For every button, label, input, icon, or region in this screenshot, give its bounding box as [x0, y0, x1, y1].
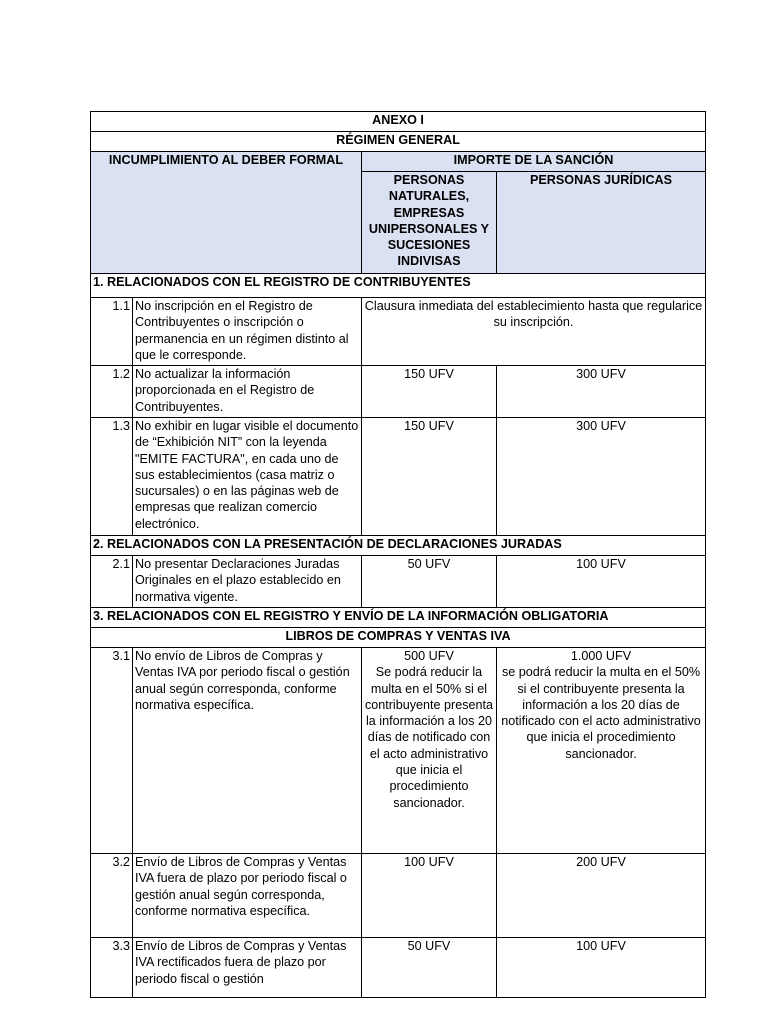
row-sanction-naturales: 50 UFV: [362, 556, 497, 608]
row-sanction-naturales: [362, 648, 497, 854]
annex-title: ANEXO I: [91, 112, 706, 132]
subsection-row: [91, 628, 706, 648]
row-description: No presentar Declaraciones Juradas Originales en el plazo establecido en normativa vigente.: [133, 556, 362, 608]
section-3-title: 3. RELACIONADOS CON EL REGISTRO Y ENVÍO DE LA INFORMACIÓN OBLIGATORIA: [91, 608, 706, 628]
title-row: [91, 112, 706, 132]
table-row: [91, 648, 706, 854]
table-row: [91, 418, 706, 536]
row-number: 2.1: [91, 556, 133, 608]
row-sanction-juridicas: 100 UFV: [497, 938, 706, 998]
sanction-amount: 1.000 UFV: [570, 649, 632, 663]
row-number: 1.1: [91, 298, 133, 366]
row-description: Envío de Libros de Compras y Ventas IVA rectificados fuera de plazo por periodo fiscal o gestión: [133, 938, 362, 998]
row-sanction-merged: Clausura inmediata del establecimiento hasta que regularice su inscripción.: [362, 298, 706, 366]
row-sanction-naturales: 150 UFV: [362, 418, 497, 536]
table-row: [91, 366, 706, 418]
row-sanction-naturales: 150 UFV: [362, 366, 497, 418]
table-row: [91, 854, 706, 938]
regime-row: [91, 132, 706, 152]
header-personas-juridicas: PERSONAS JURÍDICAS: [497, 172, 706, 274]
section-row: [91, 274, 706, 298]
section-1-title: 1. RELACIONADOS CON EL REGISTRO DE CONTRIBUYENTES: [91, 274, 706, 298]
header-incumplimiento: INCUMPLIMIENTO AL DEBER FORMAL: [91, 152, 362, 274]
section-row: [91, 536, 706, 556]
row-number: 3.3: [91, 938, 133, 998]
sanction-note: se podrá reducir la multa en el 50% si el contribuyente presenta la información a los 20 días de notificado con el acto administrativo que inicia el procedimiento sancionador.: [501, 665, 701, 761]
section-row: [91, 608, 706, 628]
table-row: [91, 556, 706, 608]
section-3-subtitle: LIBROS DE COMPRAS Y VENTAS IVA: [91, 628, 706, 648]
header-sanction-group: IMPORTE DE LA SANCIÓN: [362, 152, 706, 172]
row-description: No inscripción en el Registro de Contribuyentes o inscripción o permanencia en un régimen distinto al que le corresponde.: [133, 298, 362, 366]
row-sanction-juridicas: 300 UFV: [497, 366, 706, 418]
row-sanction-juridicas: 100 UFV: [497, 556, 706, 608]
section-2-title: 2. RELACIONADOS CON LA PRESENTACIÓN DE DECLARACIONES JURADAS: [91, 536, 706, 556]
row-number: 3.2: [91, 854, 133, 938]
header-row-1: [91, 152, 706, 172]
row-sanction-juridicas: [497, 648, 706, 854]
row-description: No envío de Libros de Compras y Ventas IVA por periodo fiscal o gestión anual según corresponda, conforme normativa específica.: [133, 648, 362, 854]
table-row: [91, 298, 706, 366]
row-number: 1.2: [91, 366, 133, 418]
sanctions-table: [90, 111, 706, 998]
regime-title: RÉGIMEN GENERAL: [91, 132, 706, 152]
row-description: No exhibir en lugar visible el documento de “Exhibición NIT” con la leyenda "EMITE FACTURA", en cada uno de sus establecimientos (casa matriz o sucursales) o en las páginas web de empresas que realizan comercio electrónico.: [133, 418, 362, 536]
row-description: Envío de Libros de Compras y Ventas IVA fuera de plazo por periodo fiscal o gestión anual según corresponda, conforme normativa específica.: [133, 854, 362, 938]
row-number: 1.3: [91, 418, 133, 536]
table-row: [91, 938, 706, 998]
row-sanction-naturales: 50 UFV: [362, 938, 497, 998]
row-sanction-naturales: 100 UFV: [362, 854, 497, 938]
row-description: No actualizar la información proporcionada en el Registro de Contribuyentes.: [133, 366, 362, 418]
row-number: 3.1: [91, 648, 133, 854]
sanction-note: Se podrá reducir la multa en el 50% si el contribuyente presenta la información a los 20 días de notificado con el acto administrativo que inicia el procedimiento sancionador.: [364, 665, 494, 810]
sanction-amount: 500 UFV: [404, 649, 454, 663]
row-sanction-juridicas: 200 UFV: [497, 854, 706, 938]
header-personas-naturales: PERSONAS NATURALES, EMPRESAS UNIPERSONALES Y SUCESIONES INDIVISAS: [362, 172, 497, 274]
row-sanction-juridicas: 300 UFV: [497, 418, 706, 536]
